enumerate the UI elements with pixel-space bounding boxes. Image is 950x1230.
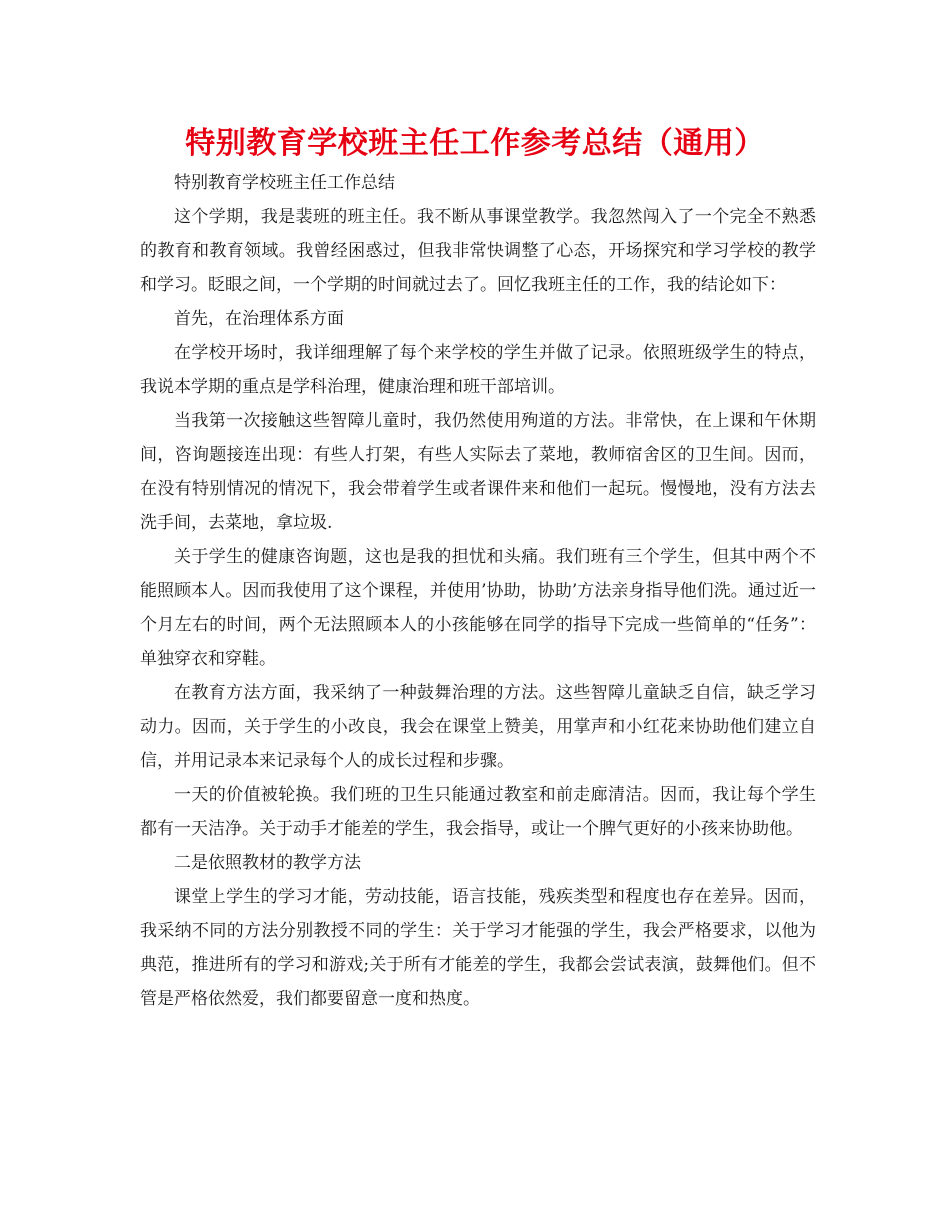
body-paragraph: 在学校开场时，我详细理解了每个来学校的学生并做了记录。依照班级学生的特点，我说本学期的重点是学科治理，健康治理和班干部培训。 [140,343,816,397]
subtitle-paragraph: 特别教育学校班主任工作总结 [174,173,395,193]
body-paragraph: 一天的价值被轮换。我们班的卫生只能通过教室和前走廊清洁。因而，我让每个学生都有一天洁净。关于动手才能差的学生，我会指导，或让一个脾气更好的小孩来协助他。 [140,785,816,839]
body-paragraph: 当我第一次接触这些智障儿童时，我仍然使用殉道的方法。非常快，在上课和午休期间，咨询题接连出现：有些人打架，有些人实际去了菜地，教师宿舍区的卫生间。因而，在没有特别情况的情况下，我会带着学生或者课件来和他们一起玩。慢慢地，没有方法去洗手间，去菜地，拿垃圾. [140,411,816,533]
body-paragraph: 课堂上学生的学习才能，劳动技能，语言技能，残疾类型和程度也存在差异。因而，我采纳不同的方法分别教授不同的学生：关于学习才能强的学生，我会严格要求，以他为典范，推进所有的学习和游戏;关于所有才能差的学生，我都会尝试表演，鼓舞他们。但不管是严格依然爱，我们都要留意一度和热度。 [140,887,816,1009]
body-paragraph: 这个学期，我是裴班的班主任。我不断从事课堂教学。我忽然闯入了一个完全不熟悉的教育和教育领域。我曾经困惑过，但我非常快调整了心态，开场探究和学习学校的教学和学习。眨眼之间，一个学期的时间就过去了。回忆我班主任的工作，我的结论如下： [140,207,816,295]
section-heading: 首先，在治理体系方面 [174,309,344,329]
section-heading: 二是依照教材的教学方法 [174,853,361,873]
body-paragraph: 关于学生的健康咨询题，这也是我的担忧和头痛。我们班有三个学生，但其中两个不能照顾本人。因而我使用了这个课程，并使用’协助，协助’方法亲身指导他们洗。通过近一个月左右的时间，两个无法照顾本人的小孩能够在同学的指导下完成一些简单的“任务”：单独穿衣和穿鞋。 [140,547,816,669]
document-title: 特别教育学校班主任工作参考总结（通用） [185,126,765,161]
document-body [140,166,816,1016]
body-paragraph: 在教育方法方面，我采纳了一种鼓舞治理的方法。这些智障儿童缺乏自信，缺乏学习动力。因而，关于学生的小改良，我会在课堂上赞美，用掌声和小红花来协助他们建立自信，并用记录本来记录每个人的成长过程和步骤。 [140,683,816,771]
